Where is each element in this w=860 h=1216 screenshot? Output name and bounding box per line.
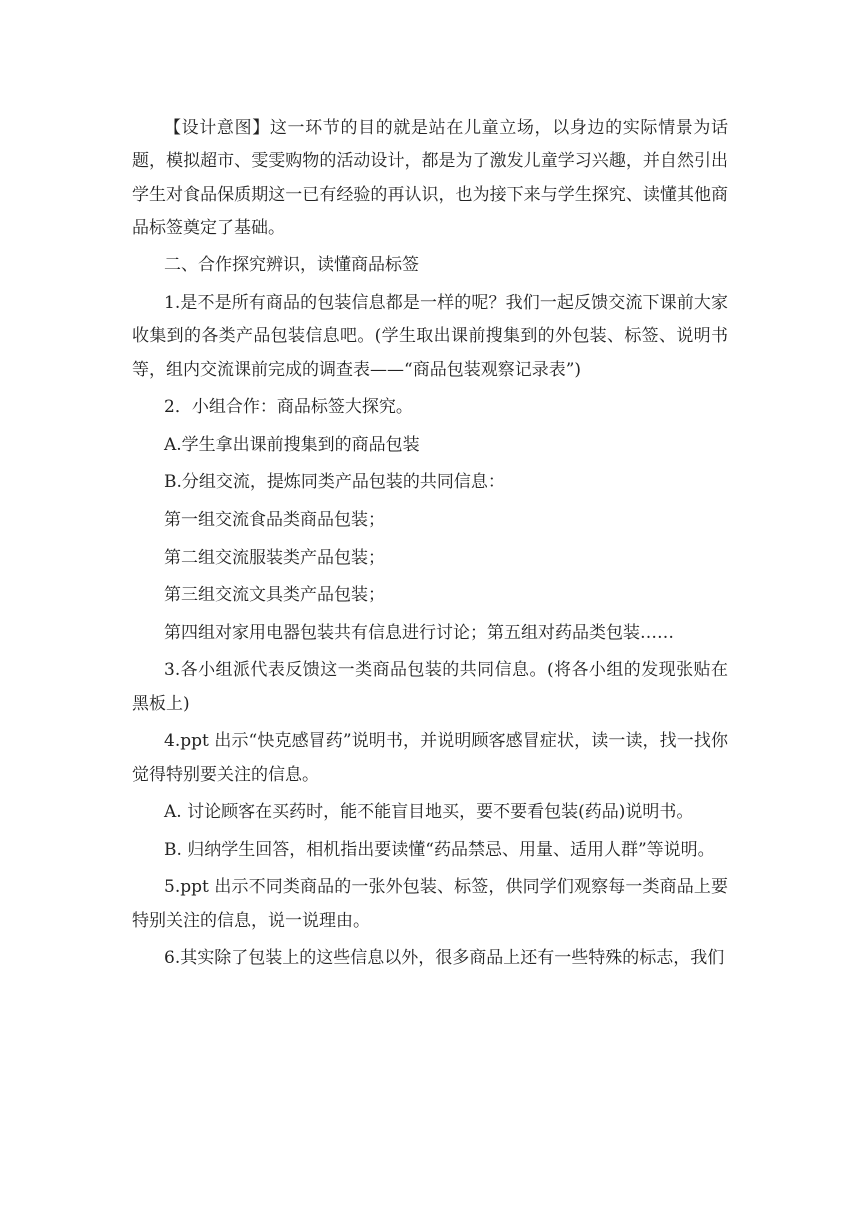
paragraph-step-3: 3.各小组派代表反馈这一类商品包装的共同信息。(将各小组的发现张贴在黑板上): [132, 660, 728, 714]
section-heading: 二、合作探究辨识，读懂商品标签: [164, 255, 419, 276]
paragraph-step-2b: B.分组交流，提炼同类产品包装的共同信息：: [164, 472, 505, 493]
paragraph-step-1: 1.是不是所有商品的包装信息都是一样的呢？我们一起反馈交流下课前大家收集到的各类产品包装信息吧。(学生取出课前搜集到的外包装、标签、说明书等，组内交流课前完成的调查表——“商品包装观察记录表”): [132, 293, 728, 380]
paragraph-step-4a: A. 讨论顾客在买药时，能不能盲目地买，要不要看包装(药品)说明书。: [164, 802, 694, 823]
document-page: [132, 112, 728, 980]
paragraph-group-1: 第一组交流食品类商品包装；: [164, 510, 385, 531]
paragraph-step-2a: A.学生拿出课前搜集到的商品包装: [164, 434, 420, 455]
paragraph-group-4-5: 第四组对家用电器包装共有信息进行讨论；第五组对药品类包装……: [164, 622, 674, 643]
paragraph-step-5: 5.ppt 出示不同类商品的一张外包装、标签，供同学们观察每一类商品上要特别关注的信息，说一说理由。: [132, 877, 728, 931]
paragraph-design-intent: 【设计意图】这一环节的目的就是站在儿童立场，以身边的实际情景为话题，模拟超市、雯雯购物的活动设计，都是为了激发儿童学习兴趣，并自然引出学生对食品保质期这一已有经验的再认识，也为接下来与学生探究、读懂其他商品标签奠定了基础。: [132, 118, 728, 238]
paragraph-group-2: 第二组交流服装类产品包装；: [164, 547, 385, 568]
paragraph-step-6: 6.其实除了包装上的这些信息以外，很多商品上还有一些特殊的标志，我们: [164, 948, 725, 969]
paragraph-group-3: 第三组交流文具类产品包装；: [164, 585, 385, 606]
paragraph-step-4: 4.ppt 出示“快克感冒药”说明书，并说明顾客感冒症状，读一读，找一找你觉得特别要关注的信息。: [132, 731, 728, 785]
paragraph-step-4b: B. 归纳学生回答，相机指出要读懂“药品禁忌、用量、适用人群”等说明。: [164, 839, 715, 860]
paragraph-step-2: 2．小组合作：商品标签大探究。: [164, 397, 413, 418]
